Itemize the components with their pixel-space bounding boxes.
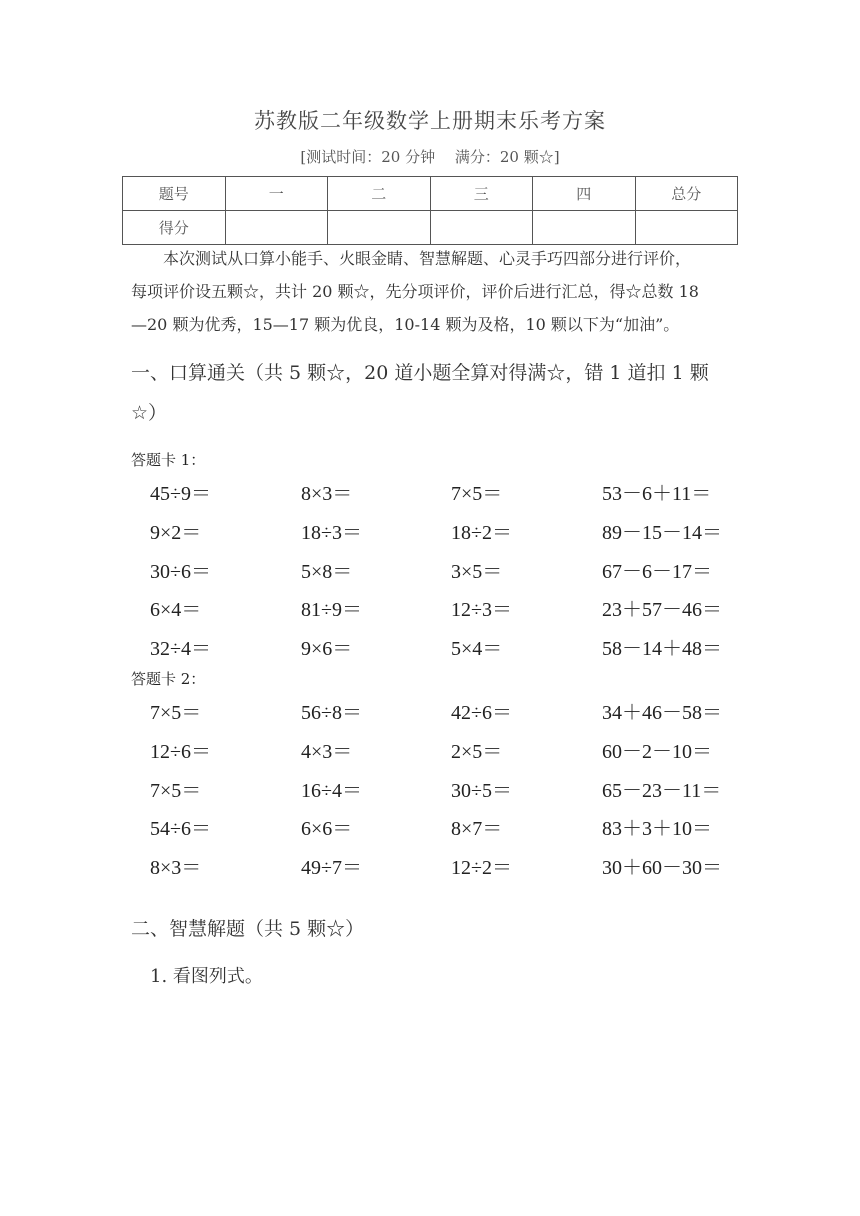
problem: 12÷6＝: [150, 740, 211, 763]
problem: 58－14＋48＝: [602, 638, 722, 661]
problem: 34＋46－58＝: [602, 702, 722, 724]
problem: 12÷2＝: [451, 857, 512, 880]
problem: 45÷9＝: [150, 483, 211, 505]
problem: 6×6＝: [301, 818, 353, 841]
intro-line: 本次测试从口算小能手、火眼金睛、智慧解题、心灵手巧四部分进行评价，: [163, 249, 692, 268]
score-header-cell: 四: [533, 177, 636, 211]
problem: 53－6＋11＝: [602, 483, 712, 505]
intro-paragraph: [131, 242, 737, 341]
section1-title: 一、口算通关（共 5 颗☆，20 道小题全算对得满☆，错 1 道扣 1 颗: [131, 362, 709, 384]
problem: 7×5＝: [150, 779, 202, 802]
score-table-header-row: [123, 177, 738, 211]
problem: 42÷6＝: [451, 702, 512, 724]
problem: 89－15－14＝: [602, 521, 722, 544]
card2-row: [150, 812, 750, 851]
problem: 4×3＝: [301, 740, 353, 763]
problem: 9×2＝: [150, 521, 202, 544]
card1-row: [150, 632, 750, 671]
card1-row: [150, 516, 750, 555]
score-empty-cell: [635, 211, 738, 245]
problem: 9×6＝: [301, 638, 353, 661]
card1-grid: [150, 477, 750, 671]
card1-row: [150, 477, 750, 516]
score-table: [122, 176, 738, 245]
card2-label: 答题卡 2：: [131, 670, 206, 688]
card1-row: [150, 555, 750, 594]
question-1: 1. 看图列式。: [150, 966, 263, 987]
section1-title-cont: ☆）: [131, 402, 168, 424]
problem: 2×5＝: [451, 740, 503, 763]
score-empty-cell: [430, 211, 533, 245]
intro-line: —20 颗为优秀，15—17 颗为优良，10-14 颗为及格，10 颗以下为“加油”。: [131, 315, 680, 334]
problem: 83＋3＋10＝: [602, 818, 712, 841]
problem: 49÷7＝: [301, 857, 362, 880]
problem: 30÷6＝: [150, 560, 211, 583]
document-title: 苏教版二年级数学上册期末乐考方案: [254, 109, 606, 133]
card2-row: [150, 774, 750, 813]
problem: 30÷5＝: [451, 779, 512, 802]
card2-row: [150, 696, 750, 735]
document-subtitle: [测试时间：20 分钟 满分：20 颗☆]: [300, 148, 560, 166]
score-empty-cell: [533, 211, 636, 245]
problem: 23＋57－46＝: [602, 599, 722, 622]
card2-row: [150, 851, 750, 890]
problem: 3×5＝: [451, 560, 503, 583]
problem: 7×5＝: [150, 702, 202, 724]
score-header-cell: 一: [225, 177, 328, 211]
problem: 65－23－11＝: [602, 779, 722, 802]
problem: 8×7＝: [451, 818, 503, 841]
problem: 5×8＝: [301, 560, 353, 583]
problem: 18÷2＝: [451, 521, 512, 544]
score-header-cell: 三: [430, 177, 533, 211]
problem: 81÷9＝: [301, 599, 362, 622]
problem: 32÷4＝: [150, 638, 211, 661]
score-empty-cell: [328, 211, 431, 245]
score-header-cell: 题号: [123, 177, 226, 211]
problem: 7×5＝: [451, 483, 503, 505]
problem: 67－6－17＝: [602, 560, 712, 583]
card2-grid: [150, 696, 750, 890]
problem: 54÷6＝: [150, 818, 211, 841]
problem: 8×3＝: [150, 857, 202, 880]
score-empty-cell: [225, 211, 328, 245]
score-table-score-row: [123, 211, 738, 245]
problem: 8×3＝: [301, 483, 353, 505]
section2-title: 二、智慧解题（共 5 颗☆）: [131, 918, 365, 940]
score-header-cell: 总分: [635, 177, 738, 211]
problem: 60－2－10＝: [602, 740, 712, 763]
problem: 56÷8＝: [301, 702, 362, 724]
card1-row: [150, 593, 750, 632]
card1-label: 答题卡 1：: [131, 451, 206, 469]
score-header-cell: 二: [328, 177, 431, 211]
problem: 16÷4＝: [301, 779, 362, 802]
score-row-label: 得分: [123, 211, 226, 245]
problem: 12÷3＝: [451, 599, 512, 622]
problem: 18÷3＝: [301, 521, 362, 544]
problem: 6×4＝: [150, 599, 202, 622]
card2-row: [150, 735, 750, 774]
problem: 5×4＝: [451, 638, 503, 661]
intro-line: 每项评价设五颗☆，共计 20 颗☆，先分项评价，评价后进行汇总，得☆总数 18: [131, 282, 699, 301]
problem: 30＋60－30＝: [602, 857, 722, 880]
